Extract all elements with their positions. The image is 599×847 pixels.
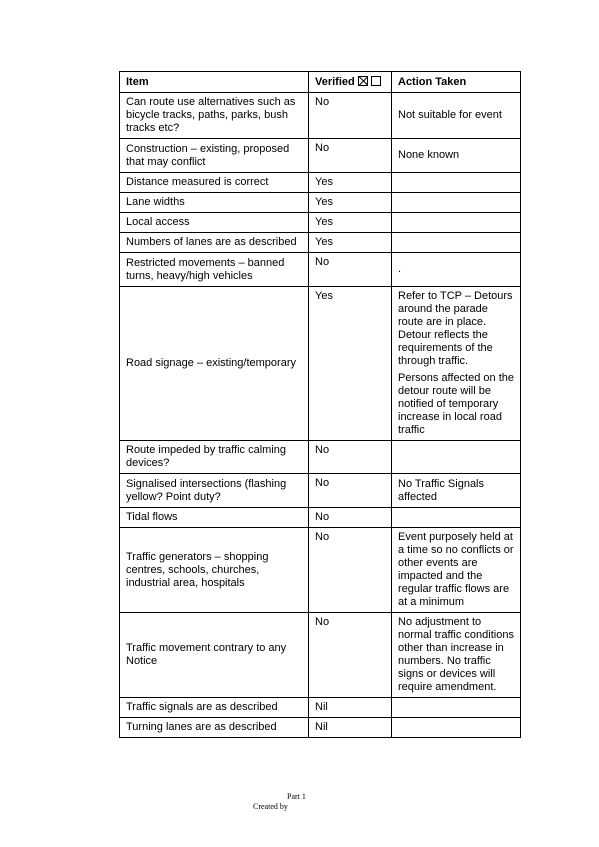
row-verified: No	[309, 441, 392, 474]
row-action-taken	[392, 253, 521, 287]
row-verified: No	[309, 508, 392, 528]
table-row	[120, 474, 521, 508]
row-item: Route impeded by traffic calming devices?	[120, 441, 309, 474]
table-header-row	[120, 72, 521, 93]
header-item	[120, 72, 309, 93]
row-item: Restricted movements – banned turns, heavy/high vehicles	[120, 253, 309, 287]
verification-checklist-table	[119, 71, 521, 738]
table-row	[120, 698, 521, 718]
row-item: Tidal flows	[120, 508, 309, 528]
table-row	[120, 613, 521, 698]
row-action-taken	[392, 139, 521, 173]
row-item: Numbers of lanes are as described	[120, 233, 309, 253]
table-row	[120, 508, 521, 528]
table-row	[120, 139, 521, 173]
row-verified: Yes	[309, 173, 392, 193]
row-action-taken	[392, 528, 521, 613]
table-row	[120, 233, 521, 253]
page-footer	[253, 792, 306, 812]
row-verified: No	[309, 528, 392, 613]
table-row	[120, 173, 521, 193]
row-item: Signalised intersections (flashing yellow? Point duty?	[120, 474, 309, 508]
row-item: Road signage – existing/temporary	[120, 287, 309, 441]
row-action-taken	[392, 173, 521, 193]
table-row	[120, 93, 521, 139]
row-item: Construction – existing, proposed that may conflict	[120, 139, 309, 173]
table-row	[120, 528, 521, 613]
table-row	[120, 441, 521, 474]
table-row	[120, 193, 521, 213]
row-item: Lane widths	[120, 193, 309, 213]
header-action-taken	[392, 72, 521, 93]
row-verified: Yes	[309, 193, 392, 213]
row-verified: Yes	[309, 287, 392, 441]
action-paragraph: No Traffic Signals affected	[398, 477, 485, 503]
footer-created-by: Created by	[253, 802, 288, 811]
row-action-taken	[392, 93, 521, 139]
row-action-taken	[392, 474, 521, 508]
action-paragraph: Refer to TCP – Detours around the parade route are in place. Detour reflects the requirements of the through traffic.	[398, 290, 513, 367]
header-action-label: Action Taken	[398, 75, 467, 88]
unchecked-box-icon	[371, 76, 381, 86]
header-item-label: Item	[126, 75, 149, 88]
table-row	[120, 287, 521, 441]
row-action-taken	[392, 193, 521, 213]
table-row	[120, 213, 521, 233]
table-body	[120, 93, 521, 738]
row-verified: No	[309, 253, 392, 287]
row-action-taken	[392, 718, 521, 738]
action-paragraph: Not suitable for event	[398, 109, 502, 121]
table-row	[120, 718, 521, 738]
row-action-taken	[392, 233, 521, 253]
header-verified	[309, 72, 392, 93]
action-paragraph: No adjustment to normal traffic conditions other than increase in numbers. No traffic signs or devices will require amendment.	[398, 616, 514, 693]
header-verified-label: Verified	[315, 75, 355, 88]
row-action-taken	[392, 613, 521, 698]
row-action-taken	[392, 508, 521, 528]
footer-part: Part 1	[287, 792, 306, 801]
action-paragraph: .	[398, 263, 402, 275]
row-item: Local access	[120, 213, 309, 233]
action-paragraph: None known	[398, 149, 460, 161]
table-row	[120, 253, 521, 287]
row-verified: No	[309, 474, 392, 508]
row-item: Traffic signals are as described	[120, 698, 309, 718]
row-item: Can route use alternatives such as bicycle tracks, paths, parks, bush tracks etc?	[120, 93, 309, 139]
row-item: Traffic generators – shopping centres, schools, churches, industrial area, hospitals	[120, 528, 309, 613]
row-verified: No	[309, 139, 392, 173]
row-action-taken	[392, 287, 521, 441]
row-verified: Yes	[309, 233, 392, 253]
row-action-taken	[392, 213, 521, 233]
action-paragraph: Persons affected on the detour route will be notified of temporary increase in local road traffic	[398, 372, 514, 436]
row-item: Turning lanes are as described	[120, 718, 309, 738]
row-verified: No	[309, 613, 392, 698]
row-item: Distance measured is correct	[120, 173, 309, 193]
row-action-taken	[392, 698, 521, 718]
row-verified: Nil	[309, 698, 392, 718]
row-item: Traffic movement contrary to any Notice	[120, 613, 309, 698]
row-action-taken	[392, 441, 521, 474]
row-verified: Nil	[309, 718, 392, 738]
checked-box-icon	[358, 76, 368, 86]
action-paragraph: Event purposely held at a time so no conflicts or other events are impacted and the regular traffic flows are at a minimum	[398, 531, 514, 608]
row-verified: Yes	[309, 213, 392, 233]
row-verified: No	[309, 93, 392, 139]
